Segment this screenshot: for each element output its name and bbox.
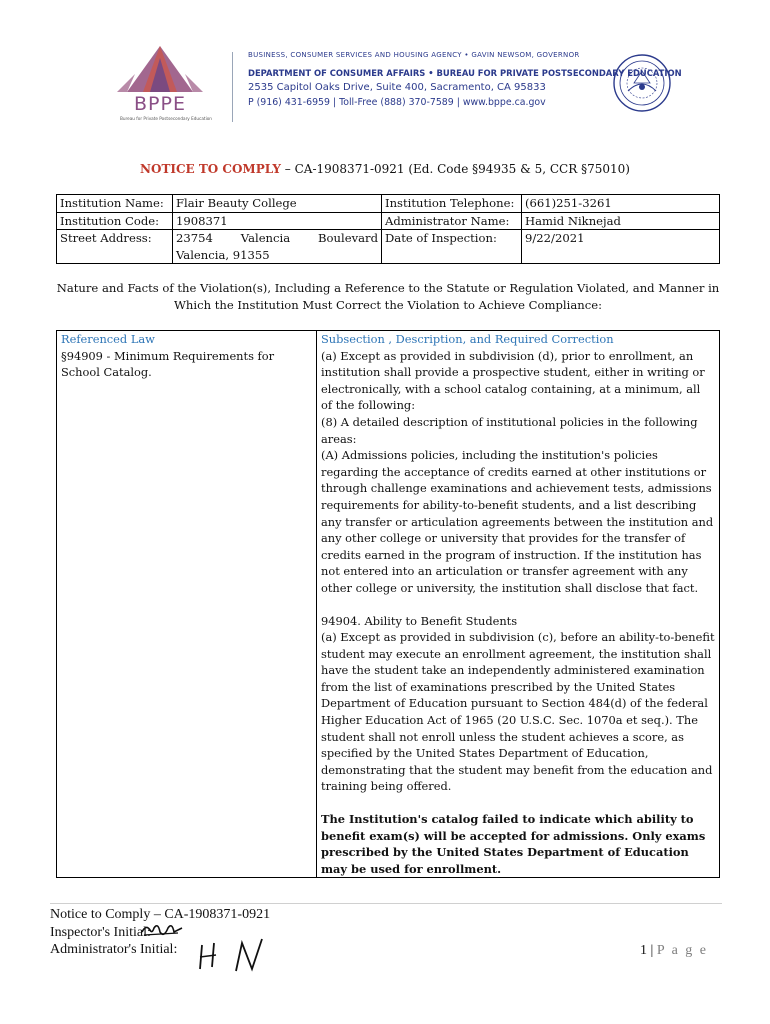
institution-name-value: Flair Beauty College xyxy=(173,195,382,213)
page-word: P a g e xyxy=(656,943,709,958)
footer-notice-ref: Notice to Comply – CA-1908371-0921 xyxy=(50,907,271,922)
logo-text: BPPE xyxy=(134,93,186,115)
subsection-a-text: (a) Except as provided in subdivision (d), prior to enrollment, an institution shall provide a prospective student, either in writing or electronically, with a school catalog containing, at a minimum, all of the following: xyxy=(321,348,705,413)
agency-line: BUSINESS, CONSUMER SERVICES AND HOUSING AGENCY • GAVIN NEWSOM, GOVERNOR xyxy=(248,51,580,59)
inspection-date-value: 9/22/2021 xyxy=(522,230,720,264)
inspector-signature-icon xyxy=(140,920,184,940)
notice-title-label: NOTICE TO COMPLY xyxy=(140,162,281,176)
page-number-value: 1 xyxy=(640,943,647,958)
institution-code-value: 1908371 xyxy=(173,212,382,230)
letterhead xyxy=(0,0,770,130)
institution-code-label: Institution Code: xyxy=(57,212,173,230)
referenced-law-header: Referenced Law xyxy=(61,332,155,346)
section-94904-a-text: (a) Except as provided in subdivision (c), before an ability-to-benefit student may execute an enrollment agreement, the institution shall have the student take an independently administered examination from the list of examinations prescribed by the United States Department of Education pursuant to Section 484(d) of the federal Higher Education Act of 1965 (20 U.S.C. Sec. 1070a et seq.). The student shall not enroll unless the student achieves a score, as specified by the United States Department of Education, demonstrating that the student may benefit from the education and training being offered. xyxy=(321,630,715,794)
footer-divider xyxy=(50,903,722,904)
subsection-A-text: (A) Admissions policies, including the institution's policies regarding the acceptance of credits earned at other institutions or through challenge examinations and achievement tests, admissions requirements for ability-to-benefit students, and a list describing any transfer or articulation agreements between the institution and any other college or university that provides for the transfer of credits earned in the program of instruction. If the institution has not entered into an articulation or transfer agreement with any other college or university, the institution shall disclose that fact. xyxy=(321,448,714,595)
institution-info-table xyxy=(56,194,720,264)
referenced-law-cell xyxy=(57,331,317,878)
paragraph-gap xyxy=(321,597,715,613)
address-line: 2535 Capitol Oaks Drive, Suite 400, Sacramento, CA 95833 xyxy=(248,82,546,93)
referenced-law-text: §94909 - Minimum Requirements for School Catalog. xyxy=(61,348,275,380)
inspection-date-label: Date of Inspection: xyxy=(382,230,522,264)
finding-text: The Institution's catalog failed to indicate which ability to benefit exam(s) will be accepted for admissions. Only exams prescribed by the United States Department of Education may be used for enrollment. xyxy=(321,812,706,876)
street-address-value xyxy=(173,230,382,264)
phone-line: P (916) 431-6959 | Toll-Free (888) 370-7589 | www.bppe.ca.gov xyxy=(248,97,546,108)
dca-seal-icon xyxy=(612,53,672,113)
violation-table xyxy=(56,330,720,878)
section-94904-heading: 94904. Ability to Benefit Students xyxy=(321,613,518,628)
description-header: Subsection , Description, and Required Correction xyxy=(321,332,614,346)
nature-of-violation-text: Nature and Facts of the Violation(s), Including a Reference to the Statute or Regulation Violated, and Manner in Which the Institution Must Correct the Violation to Achieve Compliance: xyxy=(56,281,720,312)
administrator-signature-icon xyxy=(196,937,270,973)
institution-name-label: Institution Name: xyxy=(57,195,173,213)
department-line: DEPARTMENT OF CONSUMER AFFAIRS • BUREAU FOR PRIVATE POSTSECONDARY EDUCATION xyxy=(248,68,682,78)
notice-title xyxy=(0,162,770,176)
inspector-initial-label: Inspector's Initial: xyxy=(50,924,151,940)
notice-title-ref: – CA-1908371-0921 (Ed. Code §94935 & 5, CCR §75010) xyxy=(280,162,630,176)
paragraph-gap xyxy=(321,795,715,811)
street-address-label: Street Address: xyxy=(57,230,173,264)
street-address-line-2: Valencia, 91355 xyxy=(176,247,270,262)
institution-telephone-value: (661)251-3261 xyxy=(522,195,720,213)
street-address-line-1: 23754 Valencia Boulevard xyxy=(176,231,378,245)
subsection-8-text: (8) A detailed description of institutional policies in the following areas: xyxy=(321,414,698,446)
logo-subtitle: Bureau for Private Postsecondary Education xyxy=(120,116,212,121)
description-cell xyxy=(317,331,720,878)
administrator-initial-label: Administrator's Initial: xyxy=(50,942,178,957)
administrator-name-value: Hamid Niknejad xyxy=(522,212,720,230)
page-number: 1 | P a g e xyxy=(640,943,709,958)
administrator-name-label: Administrator Name: xyxy=(382,212,522,230)
institution-telephone-label: Institution Telephone: xyxy=(382,195,522,213)
letterhead-divider xyxy=(232,52,233,122)
